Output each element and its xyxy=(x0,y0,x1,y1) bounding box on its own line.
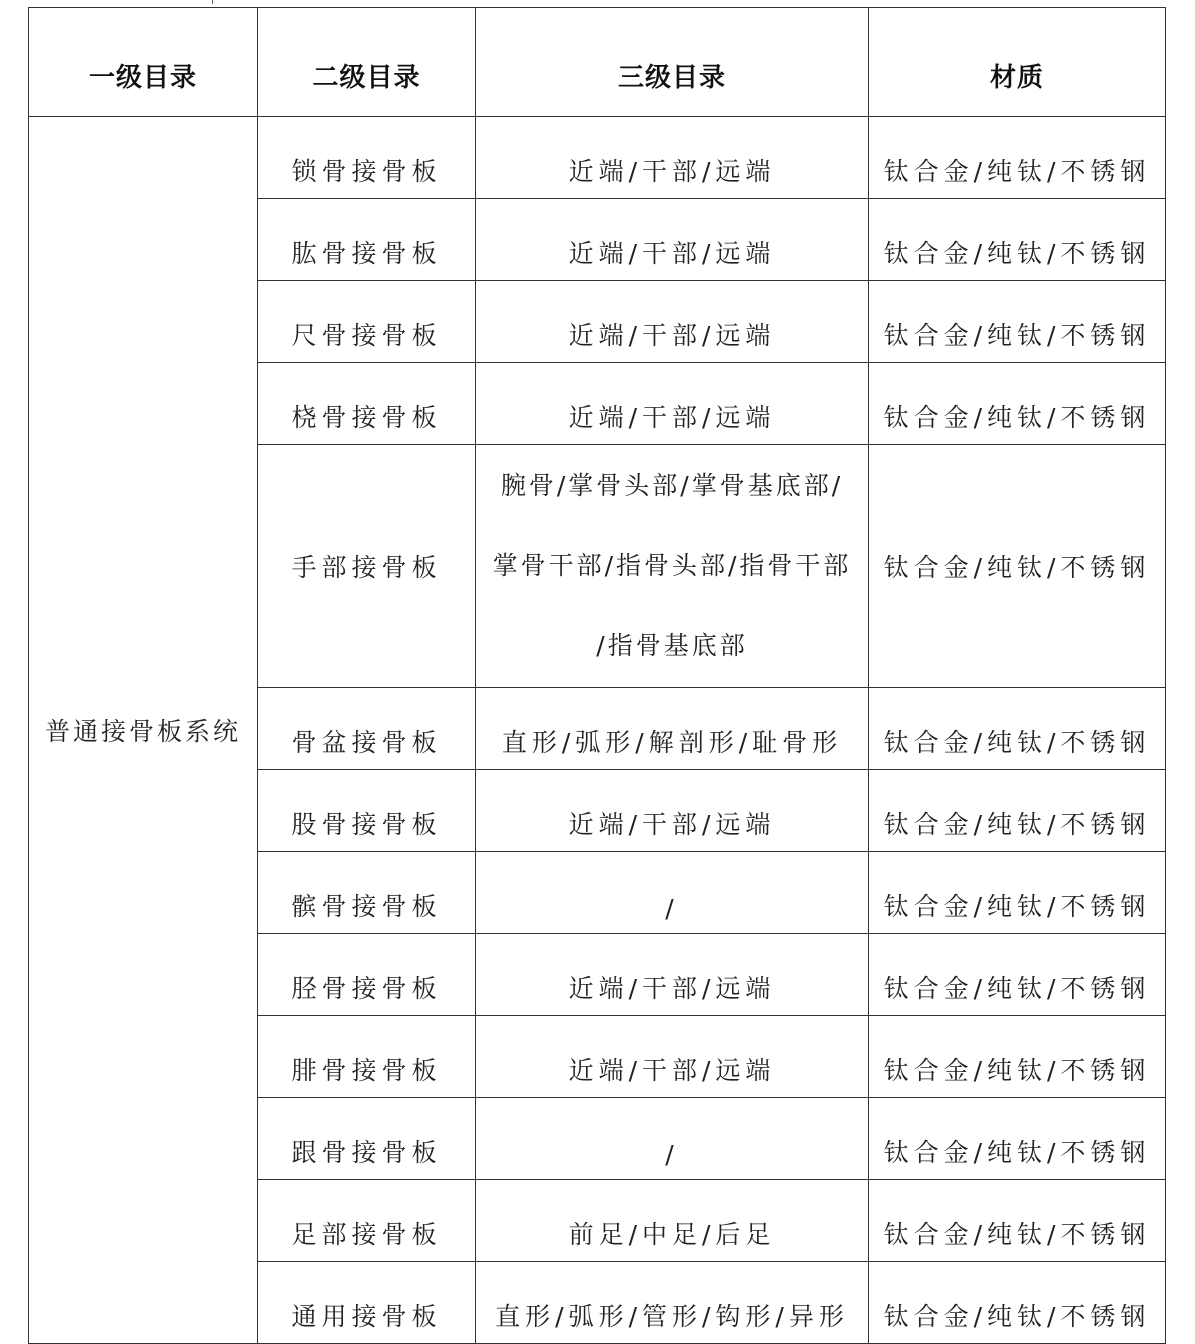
header-row xyxy=(29,8,1166,117)
level3-cell xyxy=(476,445,869,688)
material-cell: 钛合金/纯钛/不锈钢 xyxy=(869,281,1166,363)
level3-line: 掌骨干部/指骨头部/指骨干部 xyxy=(492,551,852,580)
material-cell: 钛合金/纯钛/不锈钢 xyxy=(869,1098,1166,1180)
material-cell: 钛合金/纯钛/不锈钢 xyxy=(869,1180,1166,1262)
level3-line: 腕骨/掌骨头部/掌骨基底部/ xyxy=(500,471,844,500)
level2-cell: 腓骨接骨板 xyxy=(258,1016,476,1098)
material-cell: 钛合金/纯钛/不锈钢 xyxy=(869,445,1166,688)
level2-cell: 胫骨接骨板 xyxy=(258,934,476,1016)
header-level1: 一级目录 xyxy=(29,8,258,117)
level3-cell: 近端/干部/远端 xyxy=(476,1016,869,1098)
material-cell: 钛合金/纯钛/不锈钢 xyxy=(869,770,1166,852)
catalog-table xyxy=(28,7,1166,1344)
material-cell: 钛合金/纯钛/不锈钢 xyxy=(869,117,1166,199)
material-cell: 钛合金/纯钛/不锈钢 xyxy=(869,1262,1166,1344)
level2-cell: 骨盆接骨板 xyxy=(258,688,476,770)
header-material: 材质 xyxy=(869,8,1166,117)
level2-cell: 通用接骨板 xyxy=(258,1262,476,1344)
level3-cell: 直形/弧形/解剖形/耻骨形 xyxy=(476,688,869,770)
level3-cell: 近端/干部/远端 xyxy=(476,934,869,1016)
header-level2: 二级目录 xyxy=(258,8,476,117)
level3-cell: 近端/干部/远端 xyxy=(476,117,869,199)
level2-cell: 足部接骨板 xyxy=(258,1180,476,1262)
level3-line: /指骨基底部 xyxy=(596,631,748,660)
level2-cell: 桡骨接骨板 xyxy=(258,363,476,445)
material-cell: 钛合金/纯钛/不锈钢 xyxy=(869,688,1166,770)
level2-cell: 肱骨接骨板 xyxy=(258,199,476,281)
level2-cell: 锁骨接骨板 xyxy=(258,117,476,199)
level2-cell: 尺骨接骨板 xyxy=(258,281,476,363)
level2-cell: 手部接骨板 xyxy=(258,445,476,688)
level1-cell: 普通接骨板系统 xyxy=(29,117,258,1344)
level3-cell: 近端/干部/远端 xyxy=(476,281,869,363)
material-cell: 钛合金/纯钛/不锈钢 xyxy=(869,934,1166,1016)
material-cell: 钛合金/纯钛/不锈钢 xyxy=(869,852,1166,934)
level3-cell: / xyxy=(476,1098,869,1180)
level2-cell: 髌骨接骨板 xyxy=(258,852,476,934)
header-level3: 三级目录 xyxy=(476,8,869,117)
level3-cell: 近端/干部/远端 xyxy=(476,363,869,445)
level3-cell: / xyxy=(476,852,869,934)
level2-cell: 股骨接骨板 xyxy=(258,770,476,852)
page-edge-mark xyxy=(212,0,213,4)
level3-cell: 近端/干部/远端 xyxy=(476,199,869,281)
level3-cell: 直形/弧形/管形/钩形/异形 xyxy=(476,1262,869,1344)
level2-cell: 跟骨接骨板 xyxy=(258,1098,476,1180)
table-row xyxy=(29,117,1166,199)
level3-cell: 前足/中足/后足 xyxy=(476,1180,869,1262)
material-cell: 钛合金/纯钛/不锈钢 xyxy=(869,199,1166,281)
material-cell: 钛合金/纯钛/不锈钢 xyxy=(869,363,1166,445)
level3-cell: 近端/干部/远端 xyxy=(476,770,869,852)
material-cell: 钛合金/纯钛/不锈钢 xyxy=(869,1016,1166,1098)
